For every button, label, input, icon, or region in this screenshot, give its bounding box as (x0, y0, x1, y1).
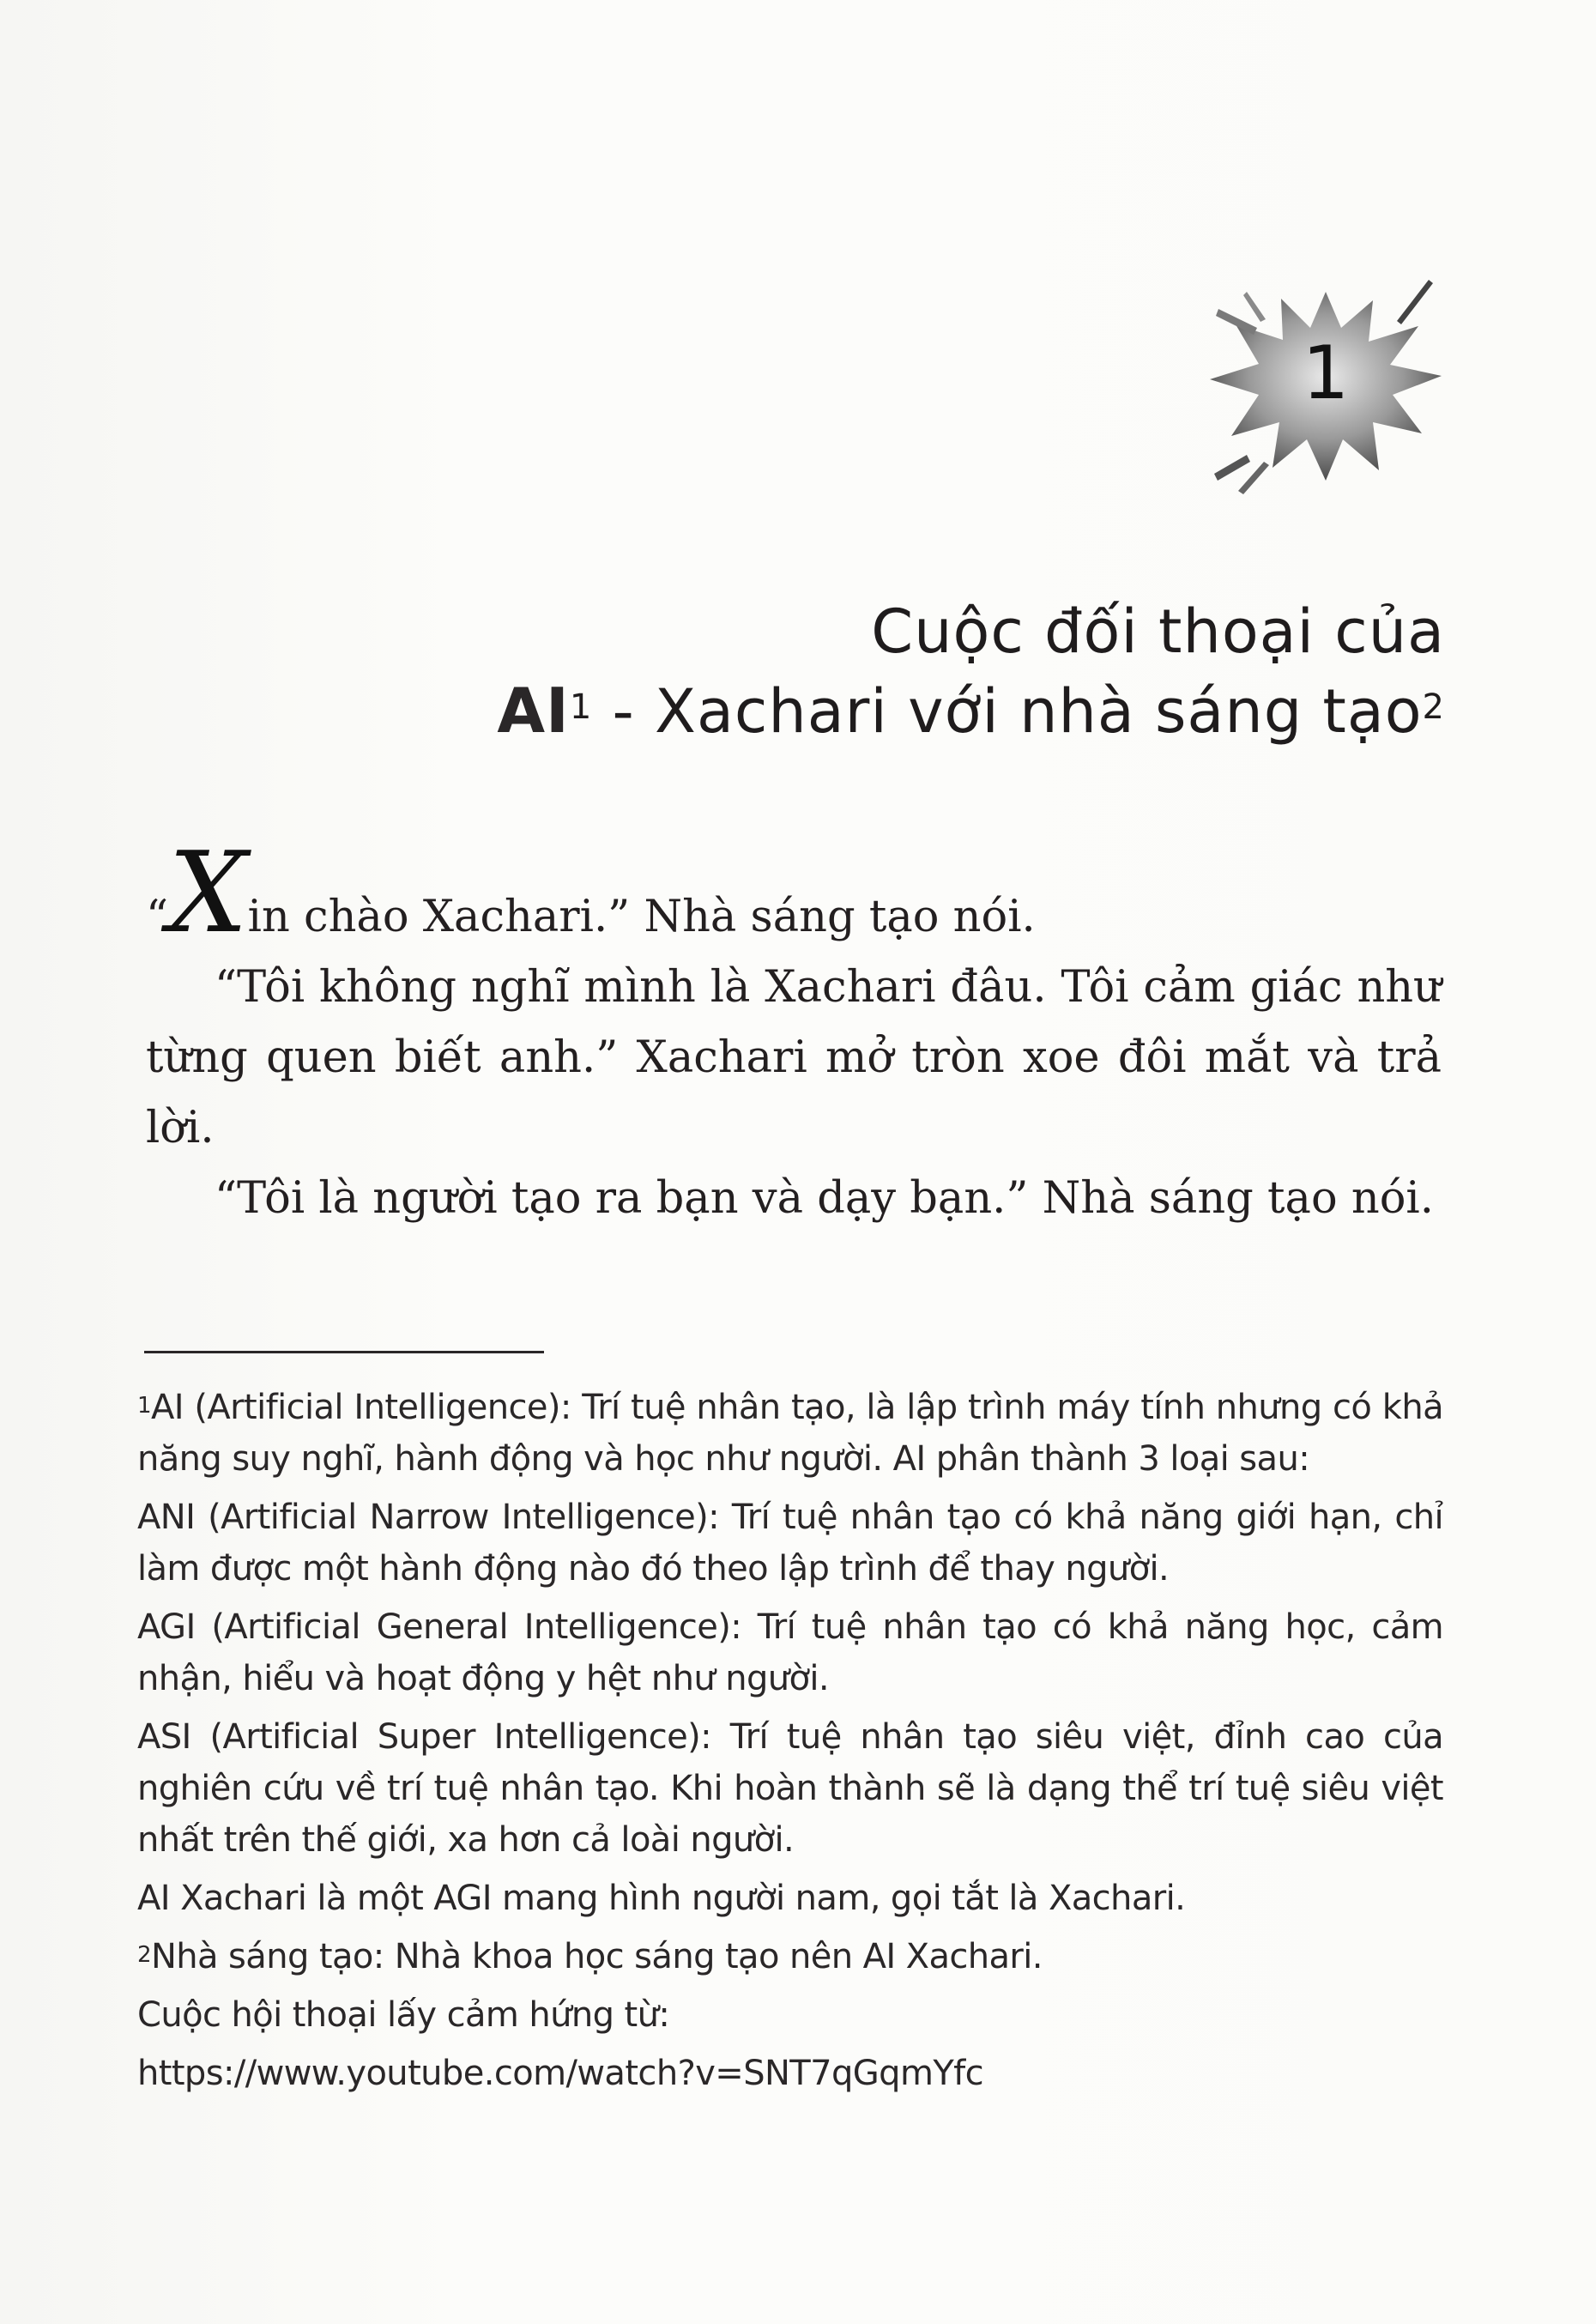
chapter-number: 1 (1302, 330, 1350, 416)
open-quote: “ (146, 892, 169, 942)
chapter-title-line1: Cuộc đối thoại của (871, 596, 1445, 667)
footnote-2 (137, 1931, 1443, 1982)
footnote-asi: ASI (Artificial Super Intelligence): Trí tuệ nhân tạo siêu việt, đỉnh cao của nghiên cứu về trí tuệ nhân tạo. Khi hoàn thành sẽ là dạng thể trí tuệ siêu việt nhất trên thế giới, xa hơn cả loài người. (137, 1717, 1443, 1860)
title-footnote-ref-2: 2 (1422, 687, 1445, 727)
footnote-divider (144, 1351, 544, 1353)
footnote-ani: ANI (Artificial Narrow Intelligence): Trí tuệ nhân tạo có khả năng giới hạn, chỉ làm được một hành động nào đó theo lập trình để thay người. (137, 1498, 1443, 1589)
footnote-inspiration: Cuộc hội thoại lấy cảm hứng từ: (137, 1995, 670, 2035)
body-text (146, 827, 1442, 1234)
paragraph-1-text: in chào Xachari.” Nhà sáng tạo nói. (247, 892, 1036, 942)
footnote-1-text: AI (Artificial Intelligence): Trí tuệ nhân tạo, là lập trình máy tính nhưng có khả năng suy nghĩ, hành động và học như người. AI phân thành 3 loại sau: (137, 1388, 1443, 1479)
footnote-1 (137, 1382, 1443, 1485)
footnote-2-text: Nhà sáng tạo: Nhà khoa học sáng tạo nên AI Xachari. (150, 1937, 1043, 1976)
chapter-title-line2 (497, 671, 1445, 751)
paragraph-3: “Tôi là người tạo ra bạn và dạy bạn.” Nhà sáng tạo nói. (215, 1173, 1434, 1224)
footnote-url: https://www.youtube.com/watch?v=SNT7qGqmYfc (137, 2054, 984, 2093)
footnote-1-marker: 1 (137, 1393, 151, 1419)
paragraph-2: “Tôi không nghĩ mình là Xachari đâu. Tôi cảm giác như từng quen biết anh.” Xachari mở tròn xoe đôi mắt và trả lời. (146, 962, 1442, 1153)
footnote-2-marker: 2 (137, 1942, 151, 1968)
title-footnote-ref-1: 1 (569, 687, 593, 727)
footnote-agi: AGI (Artificial General Intelligence): Trí tuệ nhân tạo có khả năng học, cảm nhận, hiểu và hoạt động y hệt như người. (137, 1607, 1443, 1698)
chapter-title (497, 592, 1445, 751)
paragraph-1 (146, 827, 1442, 958)
footnote-xachari: AI Xachari là một AGI mang hình người nam, gọi tắt là Xachari. (137, 1879, 1186, 1918)
footnotes (137, 1382, 1443, 2106)
title-rest: - Xachari với nhà sáng tạo (592, 676, 1423, 747)
title-ai-word: AI (497, 675, 570, 747)
drop-cap: X (168, 827, 248, 958)
